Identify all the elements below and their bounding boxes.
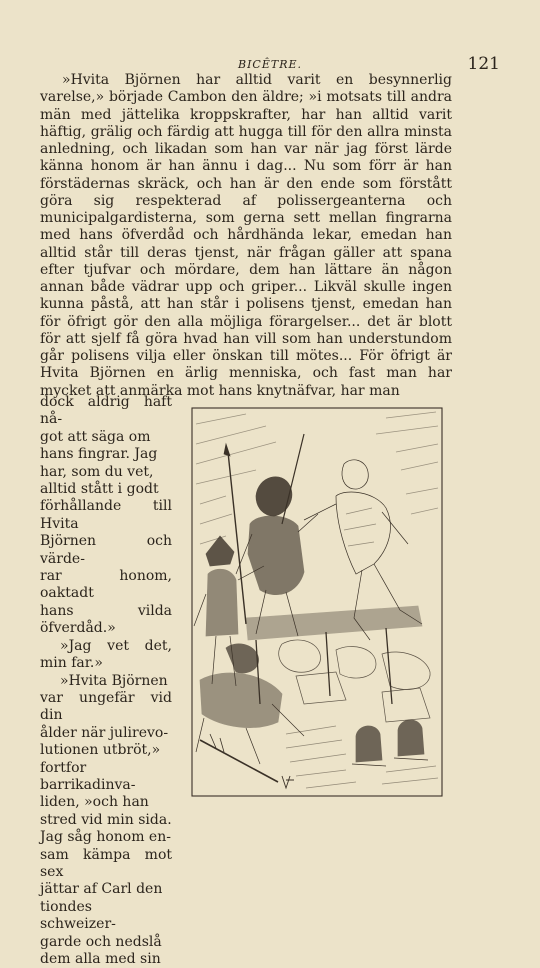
wrap-line: förhållande till Hvita — [40, 498, 172, 532]
wrap-line: har, som du vet, — [40, 463, 154, 480]
running-title: BICÊTRE. — [237, 58, 303, 71]
barricade-beam — [246, 606, 422, 640]
sky-hatching — [196, 412, 438, 544]
wrap-line: tiondes schweizer- — [40, 898, 116, 933]
rubble — [279, 640, 430, 722]
wrap-line: Björnen och värde- — [40, 533, 172, 567]
barricade-illustration — [186, 404, 448, 800]
wrap-line: garde och nedslå — [40, 933, 162, 950]
wrap-line: fortfor barrikadinva- — [40, 759, 136, 793]
wrap-line: ålder när julirevo- — [40, 724, 169, 741]
wrap-line: hans fingrar. Jag — [40, 446, 158, 463]
wrap-line: stred vid min sida. — [40, 811, 172, 828]
fallen-shakos — [352, 720, 428, 766]
wrap-line: jättar af Carl den — [40, 881, 163, 898]
body-text-block — [40, 72, 452, 400]
artist-monogram — [282, 776, 294, 788]
wrapped-text-column — [40, 394, 172, 968]
wrap-line: liden, »och han — [40, 794, 149, 811]
engraving-svg — [186, 404, 448, 800]
wrap-line: sam kämpa mot sex — [40, 846, 172, 880]
main-paragraph: »Hvita Björnen har alltid varit en besynnerlig varelse,» började Cambon den äldre; »i motsats till andra män med jättelika kroppskrafter, har han alltid varit häftig, grälig och färdig att hugga till för den allra minsta anledning, och likadan som han var när jag först lärde känna honom är han ännu i dag... Nu som förr är han förstädernas skräck, och han är den ende som förstått göra sig respekterad af polissergeanterna och municipalgardisterna, som gerna sett mellan fingrarna med hans öfverdåd och hårdhända lekar, emedan han alltid står till deras tjenst, när frågan gäller att spana efter tjufvar och mördare, dem han lättare än någon annan både vädrar upp och griper... Likväl skulle ingen kunna påstå, att han står i polisens tjenst, emedan han för öfrigt gör den alla möjliga förargelser... det är blott för att sjelf få göra hvad han vill som han understundom går polisens vilja eller önskan till mötes... För öfrigt är Hvita Björnen en ärlig menniska, och fast man har mycket att anmärka mot hans knytnäfvar, har man — [40, 72, 452, 399]
wrap-line: lutionen utbröt,» — [40, 742, 161, 759]
wrap-line: var ungefär vid din — [40, 689, 172, 724]
grenadier-figure — [236, 477, 318, 636]
page-number: 121 — [467, 54, 500, 74]
wrap-line: dock aldrig haft nå- — [40, 394, 172, 428]
wrap-line: Jag såg honom en- — [40, 829, 171, 846]
wrap-line: got att säga om — [40, 428, 151, 445]
pike-head — [224, 444, 230, 456]
wrap-line: rar honom, oaktadt — [40, 568, 172, 602]
wrap-line: hans vilda öfverdåd.» — [40, 602, 172, 637]
wrap-line: »Hvita Björnen — [60, 672, 168, 689]
wrap-line: dem alla med sin — [40, 951, 161, 967]
reply-line: »Jag vet det, min far.» — [40, 637, 172, 672]
dropped-musket — [200, 740, 278, 782]
wrap-line: alltid stått i godt — [40, 481, 159, 498]
